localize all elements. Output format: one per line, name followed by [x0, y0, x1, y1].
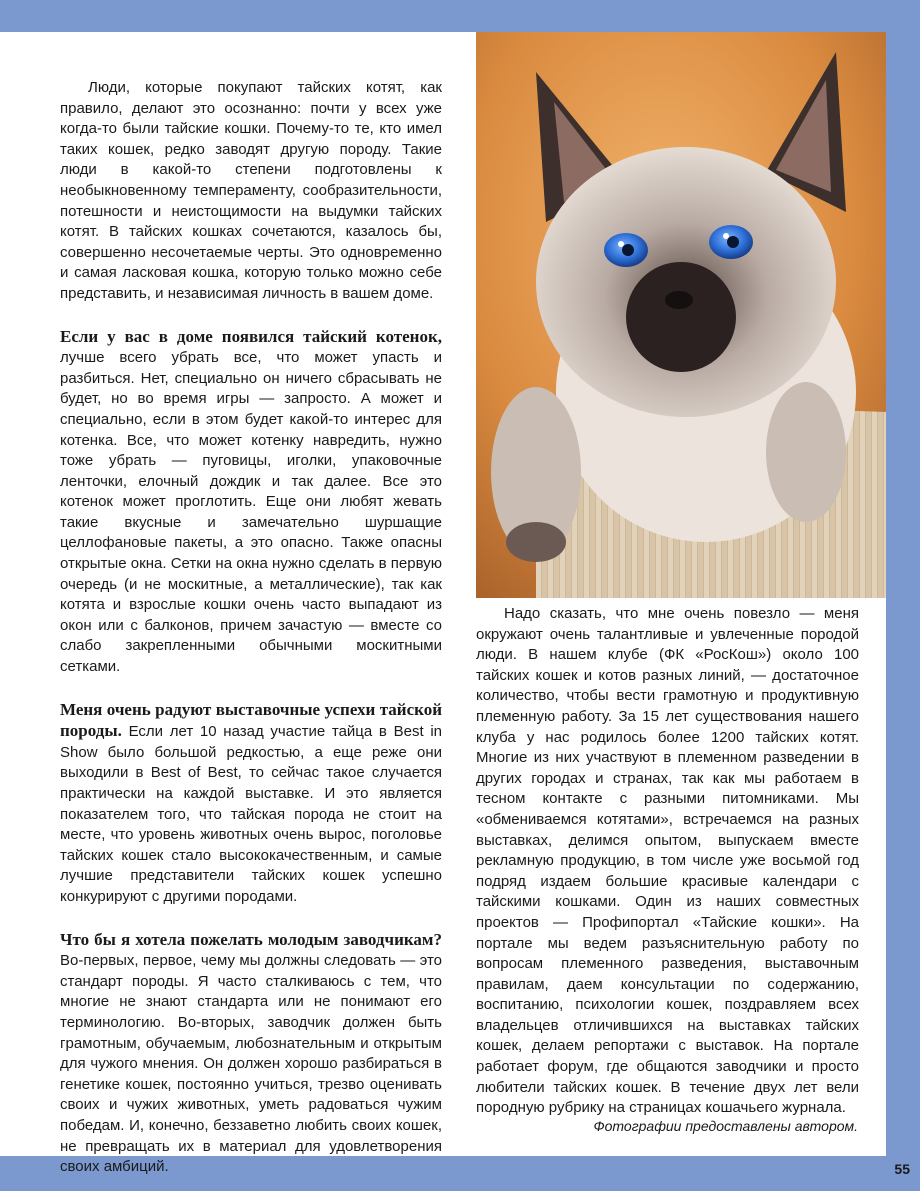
- paragraph-new-kitten: [60, 327, 442, 678]
- kitten-photo: [476, 32, 886, 598]
- lead-new-kitten: Если у вас в доме появился тайский котенок,: [60, 326, 442, 346]
- right-column: [476, 604, 859, 1119]
- lead-show-success: Меня очень радуют выставочные успехи тайской породы.: [60, 699, 442, 741]
- paragraph-breeders-advice: [60, 930, 442, 1178]
- paragraph-club: Надо сказать, что мне очень повезло — меня окружают очень талантливые и увлеченные породой люди. В нашем клубе (ФК «РосКош») около 100 тайских кошек и котов разных линий, — достаточное количество, чтобы вести грамотную и продуктивную племенную работу. За 15 лет существования нашего клуба у нас родилось более 1200 тайских котят. Многие из них участвуют в племенном разведении в других городах и странах, так как мы работаем в тесном контакте с разными питомниками. Мы «обмениваемся котятами», встречаемся на разных выставках, делимся опытом, выпускаем вместе рекламную продукцию, в том числе уже восьмой год подряд издаем большие красивые календари с тайскими кошками. Один из наших совместных проектов — Профипортал «Тайские кошки». На портале мы ведем разъяснительную работу по вопросам племенного разведения, выставочным правилам, даем консультации по содержанию, воспитанию, психологии кошек, поздравляем всех владельцев отличившихся на выставках тайских кошек, делаем репортажи с выставок. На портале работает форум, где общаются заводчики и просто любители тайских кошек. В течение двух лет вели породную рубрику на страницах кошачьего журнала.: [476, 605, 859, 1117]
- photo-credit: Фотографии предоставлены автором.: [593, 1118, 858, 1134]
- lead-breeders-advice: Что бы я хотела пожелать молодым заводчикам?: [60, 929, 442, 949]
- text-new-kitten: лучше всего убрать все, что может упасть и разбиться. Нет, специально он ничего сбрасывать не будет, но во время игры — запросто. А может и специально, если в этом будет какой-то интерес для котенка. Все, что может котенку навредить, нужно тоже убрать — пуговицы, иголки, упаковочные ленточки, елочный дождик и так далее. Все это котенок может проглотить. Еще они любят жевать такие вкусные и замечательно шуршащие целлофановые пакеты, а это опасно. Также опасны открытые окна. Сетки на окна нужно сделать в первую очередь (и не москитные, а металлические), так как котята и взрослые кошки очень часто выпадают из окон или с балконов, причем зачастую — вместе со слабо закрепленными обычными москитными сетками.: [60, 349, 442, 676]
- left-column: [60, 78, 442, 1178]
- text-show-success: Если лет 10 назад участие тайца в Best in Show было большой редкостью, а еще реже они выходили в Best of Best, то сейчас такое случается практически на каждой выставке. И это является показателем того, что тайская порода не стоит на месте, что уровень животных очень вырос, поголовье тайских кошек стало высококачественным, и самые лучшие представители тайских кошек успешно конкурируют с другими породами.: [60, 723, 442, 905]
- magazine-page: [0, 32, 886, 1176]
- paragraph-show-success: [60, 700, 442, 908]
- text-breeders-advice: Во-первых, первое, чему мы должны следовать — это стандарт породы. Я часто сталкиваюсь с тем, что многие не знают стандарта или не понимают его терминологию. Во-вторых, заводчик должен быть грамотным, обучаемым, любознательным и открытым для чужого мнения. Он должен хорошо разбираться в генетике кошек, постоянно учиться, трезво оценивать своих и чужих животных, уметь радоваться чужим победам. И, конечно, беззаветно любить своих кошек, не превращать их в материал для удовлетворения своих амбиций.: [60, 952, 442, 1176]
- paragraph-intro: Люди, которые покупают тайских котят, как правило, делают это осознанно: почти у всех уже когда-то были тайские кошки. Почему-то те, кто имел таких кошек, редко заводят другую породу. Такие люди в какой-то степени подготовлены к необыкновенному темпераменту, сообразительности, потешности и неистощимости на выдумки тайских котят. В тайских кошках сочетаются, казалось бы, совершенно несочетаемые черты. Это одновременно и самая ласковая кошка, которую только можно себе представить, и независимая личность в вашем доме.: [60, 79, 442, 302]
- page-number: 55: [894, 1161, 910, 1177]
